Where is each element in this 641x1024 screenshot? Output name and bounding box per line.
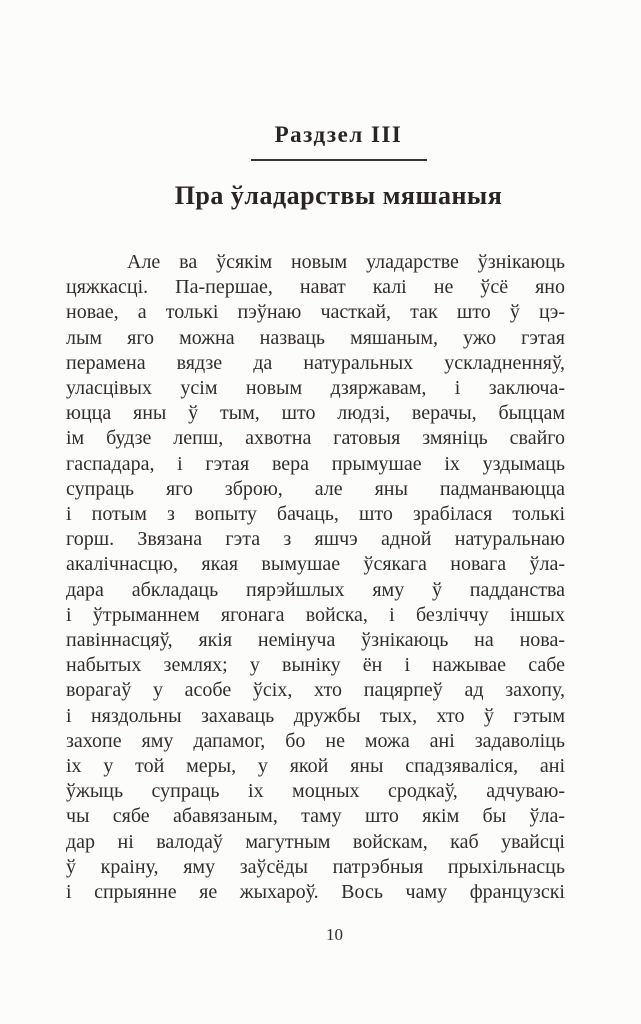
text-line: горш. Звязана гэта з яшчэ адной натуральнаю <box>66 528 565 551</box>
text-line: чы сябе абавязаным, таму што якім бы ўла- <box>66 805 565 828</box>
text-line: ворагаў у асобе ўсіх, хто пацярпеў ад захопу, <box>66 679 565 702</box>
text-line: юцца яны ў тым, што людзі, верачы, быццам <box>66 402 565 425</box>
text-line: лым яго можна назваць мяшаным, ужо гэтая <box>66 326 565 349</box>
text-line: гаспадара, і гэтая вера прымушае іх уздымаць <box>66 452 565 475</box>
text-line: захопе яму дапамог, бо не можа ані задаволіць <box>66 729 565 752</box>
text-line: набытых землях; у выніку ён і нажывае сабе <box>66 654 565 677</box>
text-line: павіннасцяў, якія немінуча ўзнікаюць на нова- <box>66 629 565 652</box>
text-line: іх у той меры, у якой яны спадзяваліся, ані <box>66 755 565 778</box>
page-number: 10 <box>326 925 343 944</box>
chapter-heading: Раздзел III <box>274 122 403 147</box>
text-line: перамена вядзе да натуральных ускладненняў, <box>66 351 565 374</box>
text-line: і няздольны захаваць дружбы тых, хто ў гэтым <box>66 704 565 727</box>
chapter-title: Пра ўладарствы мяшаныя <box>174 181 503 210</box>
chapter-divider-rule <box>251 159 427 161</box>
text-line: ўжыць супраць іх моцных сродкаў, адчуваю- <box>66 780 565 803</box>
text-line: ім будзе лепш, ахвотна гатовыя змяніць свайго <box>66 427 565 450</box>
text-line: і потым з вопыту бачаць, што зрабілася толькі <box>66 503 565 526</box>
text-line: супраць яго зброю, але яны падманваюцца <box>66 477 565 500</box>
text-line: акалічнасцю, якая вымушае ўсякага новага ўла- <box>66 553 565 576</box>
text-line: дара абкладаць пярэйшлых яму ў падданства <box>66 578 565 601</box>
text-line: цяжкасці. Па-першае, нават калі не ўсё яно <box>66 276 565 299</box>
text-line: і ўтрыманнем ягонага войска, і безліччу іншых <box>66 603 565 626</box>
text-line: новае, а толькі пэўнаю часткай, так што ў цэ- <box>66 301 565 324</box>
text-line: ў краіну, яму заўсёды патрэбныя прыхільнасць <box>66 855 565 878</box>
paragraph <box>66 250 565 905</box>
text-line: Але ва ўсякім новым уладарстве ўзнікаюць <box>127 251 565 273</box>
text-line: дар ні валодаў магутным войскам, каб увайсці <box>66 830 565 853</box>
text-line: і спрыянне яе жыхароў. Вось чаму французскі <box>66 881 565 904</box>
text-line: уласцівых усім новым дзяржавам, і заключа- <box>66 377 565 400</box>
